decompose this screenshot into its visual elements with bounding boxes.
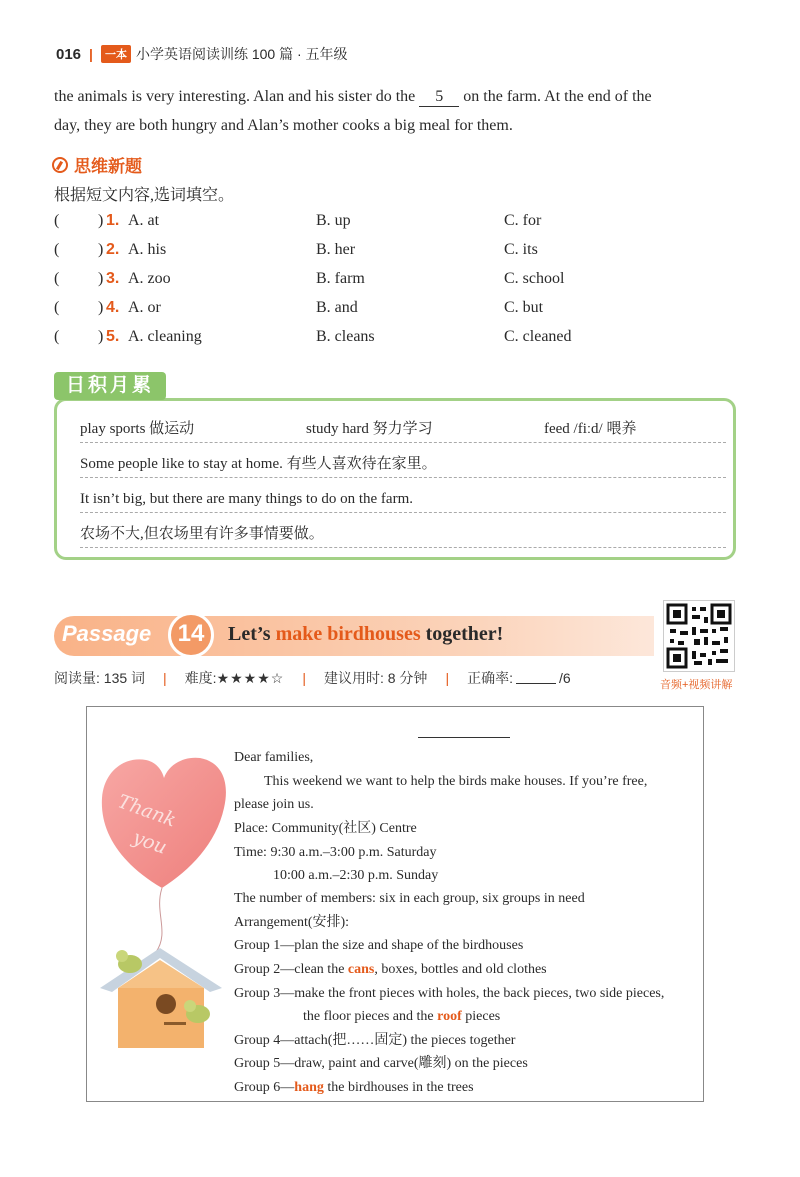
phrase: feed /fiːd/ 喂养 [544, 421, 637, 437]
option-a: A. at [128, 212, 160, 229]
sentence-line: Some people like to stay at home. 有些人喜欢待在家里。 [80, 448, 726, 478]
qr-label: 音频+视频讲解 [660, 679, 733, 691]
option-a: A. cleaning [128, 328, 202, 345]
page-number: 016 [56, 45, 82, 63]
passage-number: 14 [177, 620, 205, 647]
pencil-icon [52, 157, 68, 173]
sentence-line: 农场不大,但农场里有许多事情要做。 [80, 518, 726, 548]
page-header: 016 | 一本 小学英语阅读训练 100 篇 · 五年级 [56, 45, 348, 63]
option-c: C. for [504, 212, 542, 229]
group-3: Group 3—make the front pieces with holes, the back pieces, two side pieces, [234, 986, 665, 1001]
qr-code[interactable] [663, 600, 735, 672]
heart-text-you: you [129, 826, 170, 859]
intro-paragraph-line-1: the animals is very interesting. Alan and his sister do the 5 on the farm. At the end of the [54, 88, 652, 105]
group-4: Group 4—attach(把……固定) the pieces together [234, 1033, 516, 1048]
heart-balloon-birdhouse-illustration [98, 752, 234, 1052]
answer-blank: 5 [419, 88, 459, 107]
letter-line: This weekend we want to help the birds make houses. If you’re free, [264, 774, 648, 789]
accuracy-total: /6 [558, 670, 571, 686]
option-a: A. zoo [128, 270, 171, 287]
question-number: 4. [106, 299, 120, 316]
option-a: A. or [128, 299, 161, 316]
group-1: Group 1—plan the size and shape of the birdhouses [234, 938, 524, 953]
option-b: B. and [316, 299, 358, 316]
sentence-line: It isn’t big, but there are many things to do on the farm. [80, 483, 726, 513]
group-6: Group 6—hang the birdhouses in the trees [234, 1080, 474, 1095]
letter-time: 10:00 a.m.–2:30 p.m. Sunday [273, 868, 439, 883]
question-number: 2. [106, 241, 120, 258]
thinking-instruction: 根据短文内容,选词填空。 [54, 187, 235, 204]
option-a: A. his [128, 241, 167, 258]
option-b: B. cleans [316, 328, 375, 345]
letter-arrangement: Arrangement(安排): [234, 915, 350, 930]
question-row: ( ) 1. A. at B. up C. for [54, 212, 542, 229]
birdhouse-hole [156, 994, 176, 1014]
question-row: ( ) 2. A. his B. her C. its [54, 241, 538, 258]
option-c: C. its [504, 241, 538, 258]
title-blank[interactable] [418, 737, 510, 738]
option-c: C. but [504, 299, 544, 316]
letter-place: Place: Community(社区) Centre [234, 821, 417, 836]
difficulty-label: 难度: [184, 670, 217, 686]
question-number: 3. [106, 270, 120, 287]
option-b: B. her [316, 241, 356, 258]
question-row: ( ) 5. A. cleaning B. cleans C. cleaned [54, 328, 572, 345]
question-row: ( ) 4. A. or B. and C. but [54, 299, 544, 316]
accuracy-label: 正确率: [467, 670, 513, 686]
intro-paragraph-line-2: day, they are both hungry and Alan’s mother cooks a big meal for them. [54, 117, 513, 134]
phrase: play sports 做运动 [80, 421, 195, 437]
question-number: 5. [106, 328, 120, 345]
letter-members: The number of members: six in each group, six groups in need [234, 891, 585, 906]
passage-label: Passage [62, 621, 152, 646]
phrase-line [80, 413, 726, 443]
letter-line: please join us. [234, 797, 314, 812]
thinking-section-title: 思维新题 [52, 152, 142, 177]
option-c: C. cleaned [504, 328, 572, 345]
option-b: B. up [316, 212, 351, 229]
letter-greeting: Dear families, [234, 750, 314, 765]
question-row: ( ) 3. A. zoo B. farm C. school [54, 270, 565, 287]
phrase: study hard 努力学习 [306, 421, 433, 437]
group-3-cont: the floor pieces and the roof pieces [303, 1009, 501, 1024]
balloon-string [156, 888, 162, 952]
series-logo: 一本 [101, 45, 131, 63]
group-2: Group 2—clean the cans, boxes, bottles and old clothes [234, 962, 547, 977]
difficulty-stars: ★★★★☆ [216, 669, 285, 686]
question-number: 1. [106, 212, 120, 229]
letter-time: Time: 9:30 a.m.–3:00 p.m. Saturday [234, 845, 437, 860]
word-count: 阅读量: 135 词 [54, 670, 146, 686]
heart-text-thank: Thank [114, 790, 179, 832]
qr-code-icon [664, 601, 734, 671]
vocabulary-box-tag: 日积月累 [54, 372, 166, 400]
group-5: Group 5—draw, paint and carve(雕刻) on the pieces [234, 1056, 528, 1071]
suggested-time: 建议用时: 8 分钟 [323, 670, 428, 686]
option-c: C. school [504, 270, 565, 287]
book-title: 小学英语阅读训练 100 篇 · 五年级 [135, 46, 348, 62]
passage-title: Let’s make birdhouses together! [228, 623, 504, 645]
option-b: B. farm [316, 270, 365, 287]
accuracy-blank[interactable] [516, 672, 556, 684]
passage-info-row: 阅读量: 135 词 | 难度: ★★★★☆ | 建议用时: 8 分钟 | 正确率: /6 [54, 669, 571, 686]
